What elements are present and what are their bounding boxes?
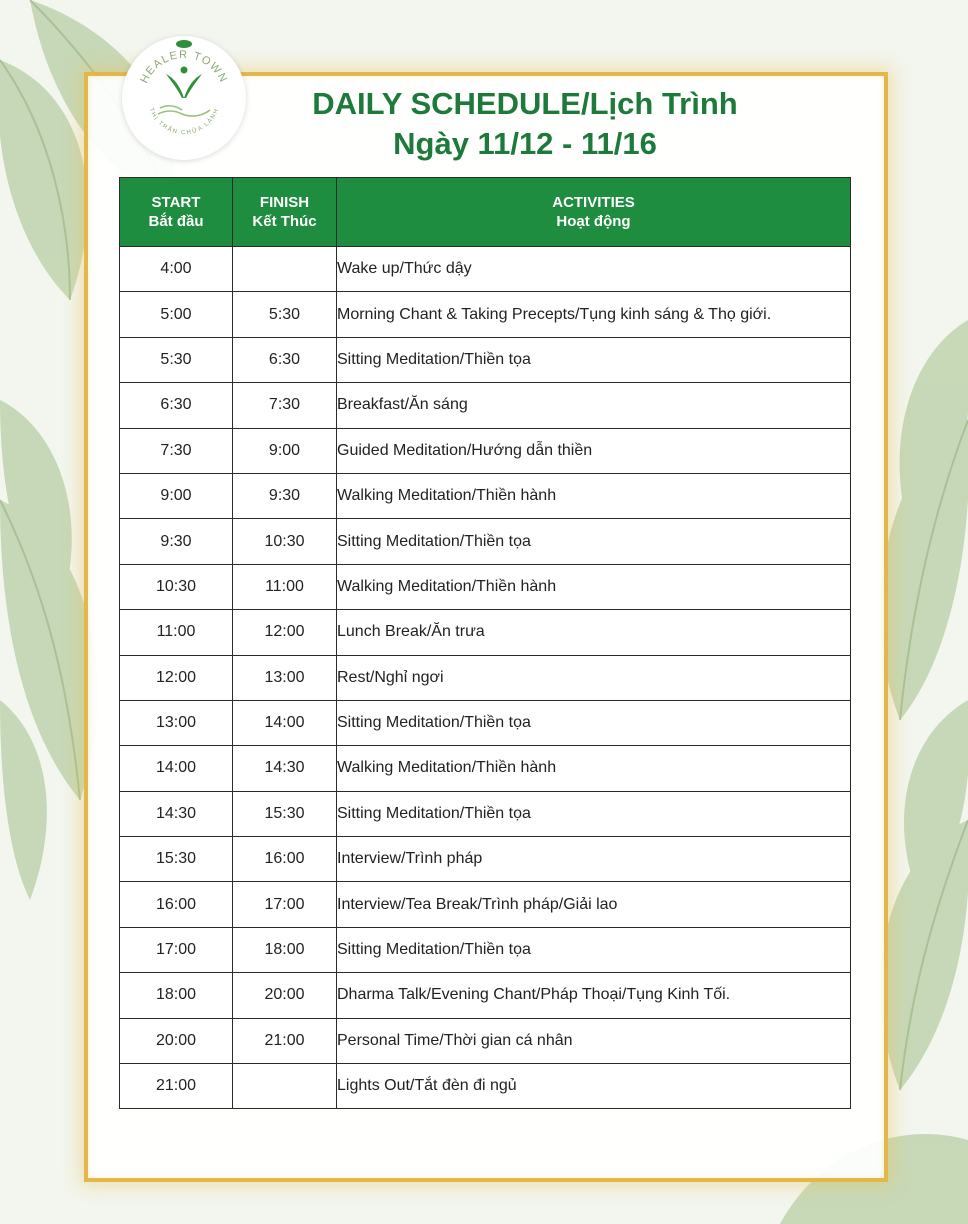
table-row [120,746,851,791]
finish-cell: 11:00 [233,564,337,609]
header-start [120,178,233,247]
start-cell: 11:00 [120,610,233,655]
finish-cell: 21:00 [233,1018,337,1063]
start-cell: 10:30 [120,564,233,609]
start-cell: 9:30 [120,519,233,564]
finish-cell: 6:30 [233,337,337,382]
table-row [120,882,851,927]
svg-text:HEALER TOWN: HEALER TOWN [138,48,230,86]
table-row [120,837,851,882]
activity-cell: Lunch Break/Ăn trưa [337,610,851,655]
activity-cell: Sitting Meditation/Thiền tọa [337,337,851,382]
finish-cell: 20:00 [233,973,337,1018]
schedule-body [120,247,851,1109]
start-cell: 5:00 [120,292,233,337]
header-start-en: START [151,194,201,211]
finish-cell: 16:00 [233,837,337,882]
finish-cell: 14:30 [233,746,337,791]
start-cell: 9:00 [120,473,233,518]
activity-cell: Breakfast/Ăn sáng [337,383,851,428]
activity-cell: Personal Time/Thời gian cá nhân [337,1018,851,1063]
activity-cell: Interview/Trình pháp [337,837,851,882]
activity-cell: Sitting Meditation/Thiền tọa [337,519,851,564]
finish-cell [233,247,337,292]
start-cell: 6:30 [120,383,233,428]
start-cell: 14:30 [120,791,233,836]
activity-cell: Interview/Tea Break/Trình pháp/Giải lao [337,882,851,927]
finish-cell: 9:30 [233,473,337,518]
schedule-title [250,84,800,164]
table-row [120,428,851,473]
finish-cell: 17:00 [233,882,337,927]
start-cell: 14:00 [120,746,233,791]
table-row [120,473,851,518]
start-cell: 21:00 [120,1064,233,1109]
finish-cell: 7:30 [233,383,337,428]
table-row [120,973,851,1018]
table-row [120,655,851,700]
finish-cell: 9:00 [233,428,337,473]
activity-cell: Dharma Talk/Evening Chant/Pháp Thoại/Tụng Kinh Tối. [337,973,851,1018]
start-cell: 13:00 [120,700,233,745]
title-line-2: Ngày 11/12 - 11/16 [393,126,657,161]
start-cell: 15:30 [120,837,233,882]
schedule-table [119,177,851,1109]
header-start-vi: Bắt đầu [148,213,204,230]
table-row [120,519,851,564]
start-cell: 12:00 [120,655,233,700]
start-cell: 20:00 [120,1018,233,1063]
start-cell: 16:00 [120,882,233,927]
table-row [120,292,851,337]
table-row [120,247,851,292]
activity-cell: Walking Meditation/Thiền hành [337,746,851,791]
header-finish [233,178,337,247]
header-finish-en: FINISH [259,194,310,211]
header-activities-vi: Hoạt động [556,213,631,230]
start-cell: 7:30 [120,428,233,473]
start-cell: 4:00 [120,247,233,292]
activity-cell: Morning Chant & Taking Precepts/Tụng kinh sáng & Thọ giới. [337,292,851,337]
table-row [120,1018,851,1063]
table-row [120,564,851,609]
finish-cell: 18:00 [233,927,337,972]
finish-cell: 12:00 [233,610,337,655]
activity-cell: Walking Meditation/Thiền hành [337,564,851,609]
table-row [120,1064,851,1109]
activity-cell: Lights Out/Tắt đèn đi ngủ [337,1064,851,1109]
finish-cell: 13:00 [233,655,337,700]
header-finish-vi: Kết Thúc [252,213,317,230]
table-row [120,610,851,655]
start-cell: 17:00 [120,927,233,972]
finish-cell: 10:30 [233,519,337,564]
healer-town-logo [122,36,246,160]
activity-cell: Guided Meditation/Hướng dẫn thiền [337,428,851,473]
header-activities-en: ACTIVITIES [552,194,635,211]
finish-cell: 14:00 [233,700,337,745]
svg-text:THỊ TRẤN CHỮA LÀNH: THỊ TRẤN CHỮA LÀNH [147,107,221,137]
table-row [120,337,851,382]
finish-cell [233,1064,337,1109]
activity-cell: Sitting Meditation/Thiền tọa [337,927,851,972]
header-activities [337,178,851,247]
table-row [120,927,851,972]
start-cell: 5:30 [120,337,233,382]
activity-cell: Walking Meditation/Thiền hành [337,473,851,518]
table-row [120,383,851,428]
table-row [120,700,851,745]
activity-cell: Wake up/Thức dậy [337,247,851,292]
title-line-1: DAILY SCHEDULE/Lịch Trình [312,86,738,121]
table-row [120,791,851,836]
table-header-row [120,178,851,247]
activity-cell: Rest/Nghỉ ngơi [337,655,851,700]
activity-cell: Sitting Meditation/Thiền tọa [337,700,851,745]
finish-cell: 5:30 [233,292,337,337]
activity-cell: Sitting Meditation/Thiền tọa [337,791,851,836]
finish-cell: 15:30 [233,791,337,836]
start-cell: 18:00 [120,973,233,1018]
